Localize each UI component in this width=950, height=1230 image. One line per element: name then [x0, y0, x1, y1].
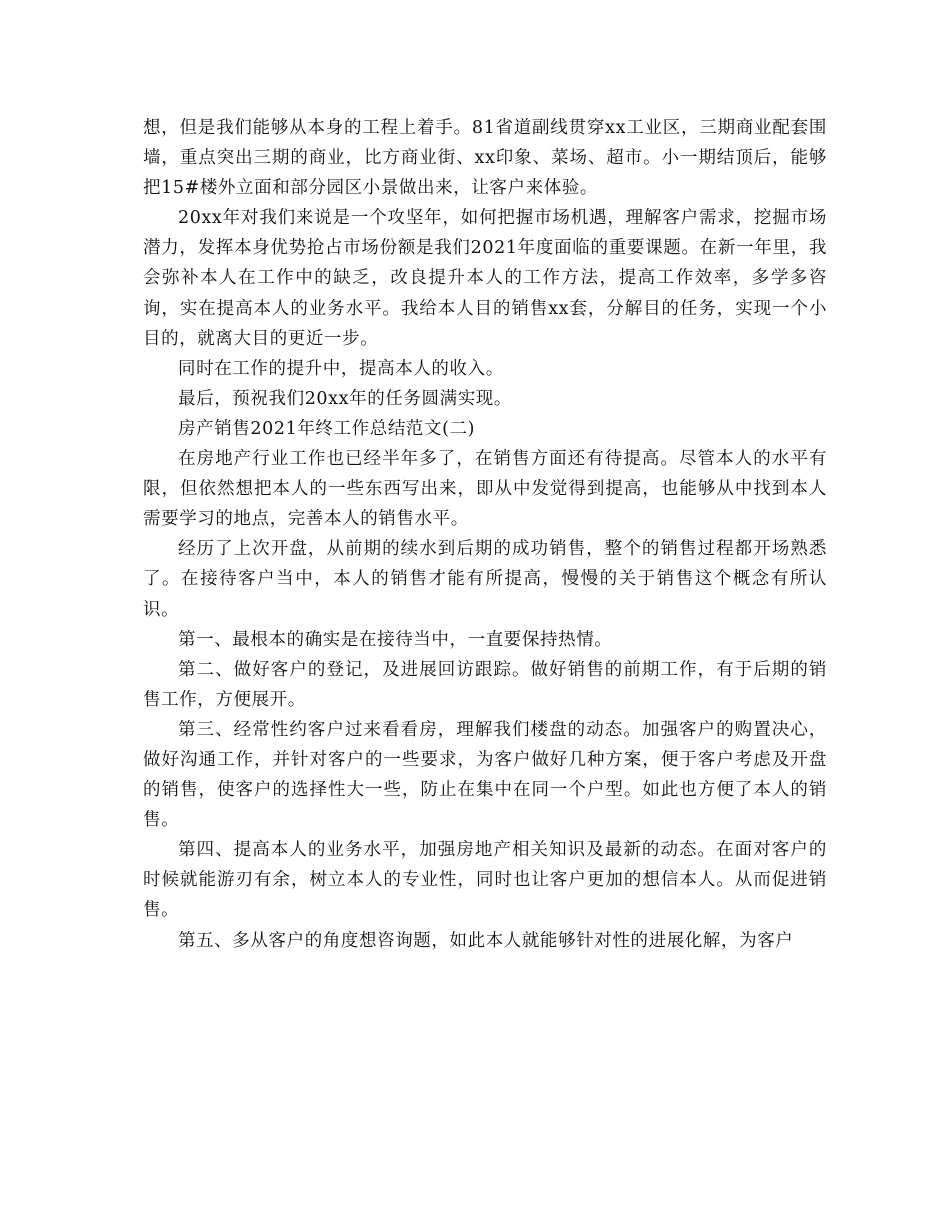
paragraph-2021-goals: 20xx年对我们来说是一个攻坚年，如何把握市场机遇，理解客户需求，挖掘市场潜力，发挥本身优势抢占市场份额是我们2021年度面临的重要课题。在新一年里，我会弥补本人在工作中的缺乏，改良提升本人的工作方法，提高工作效率，多学多咨询，实在提高本人的业务水平。我给本人目的销售xx套，分解目的任务，实现一个小目的，就离大目的更近一步。 [143, 208, 827, 349]
paragraph-experience: 经历了上次开盘，从前期的续水到后期的成功销售，整个的销售过程都开场熟悉了。在接待客户当中，本人的销售才能有所提高，慢慢的关于销售这个概念有所认识。 [143, 539, 827, 620]
list-item-first: 第一、最根本的确实是在接待当中，一直要保持热情。 [178, 629, 613, 650]
paragraph-closing-wish: 最后，预祝我们20xx年的任务圆满实现。 [178, 388, 513, 409]
paragraph-income: 同时在工作的提升中，提高本人的收入。 [178, 358, 504, 379]
list-item-third: 第三、经常性约客户过来看看房，理解我们楼盘的动态。加强客户的购置决心，做好沟通工作，并针对客户的一些要求，为客户做好几种方案，便于客户考虑及开盘的销售，使客户的选择性大一些，防止在集中在同一个户型。如此也方便了本人的销售。 [143, 719, 827, 831]
list-item-fifth: 第五、多从客户的角度想咨询题，如此本人就能够针对性的进展化解，为客户 [178, 930, 794, 951]
list-item-second: 第二、做好客户的登记，及进展回访跟踪。做好销售的前期工作，有于后期的销售工作，方便展开。 [143, 659, 827, 710]
list-item-fourth: 第四、提高本人的业务水平，加强房地产相关知识及最新的动态。在面对客户的时候就能游刃有余，树立本人的专业性，同时也让客户更加的想信本人。从而促进销售。 [143, 840, 827, 921]
section-heading: 房产销售2021年终工作总结范文(二) [178, 418, 476, 439]
paragraph-continuation: 想，但是我们能够从本身的工程上着手。81省道副线贯穿xx工业区，三期商业配套围墙，重点突出三期的商业，比方商业街、xx印象、菜场、超市。小一期结顶后，能够把15#楼外立面和部分园区小景做出来，让客户来体验。 [143, 118, 827, 199]
document-body [143, 113, 827, 956]
paragraph-intro: 在房地产行业工作也已经半年多了，在销售方面还有待提高。尽管本人的水平有限，但依然想把本人的一些东西写出来，即从中发觉得到提高，也能够从中找到本人需要学习的地点，完善本人的销售水平。 [143, 449, 827, 530]
